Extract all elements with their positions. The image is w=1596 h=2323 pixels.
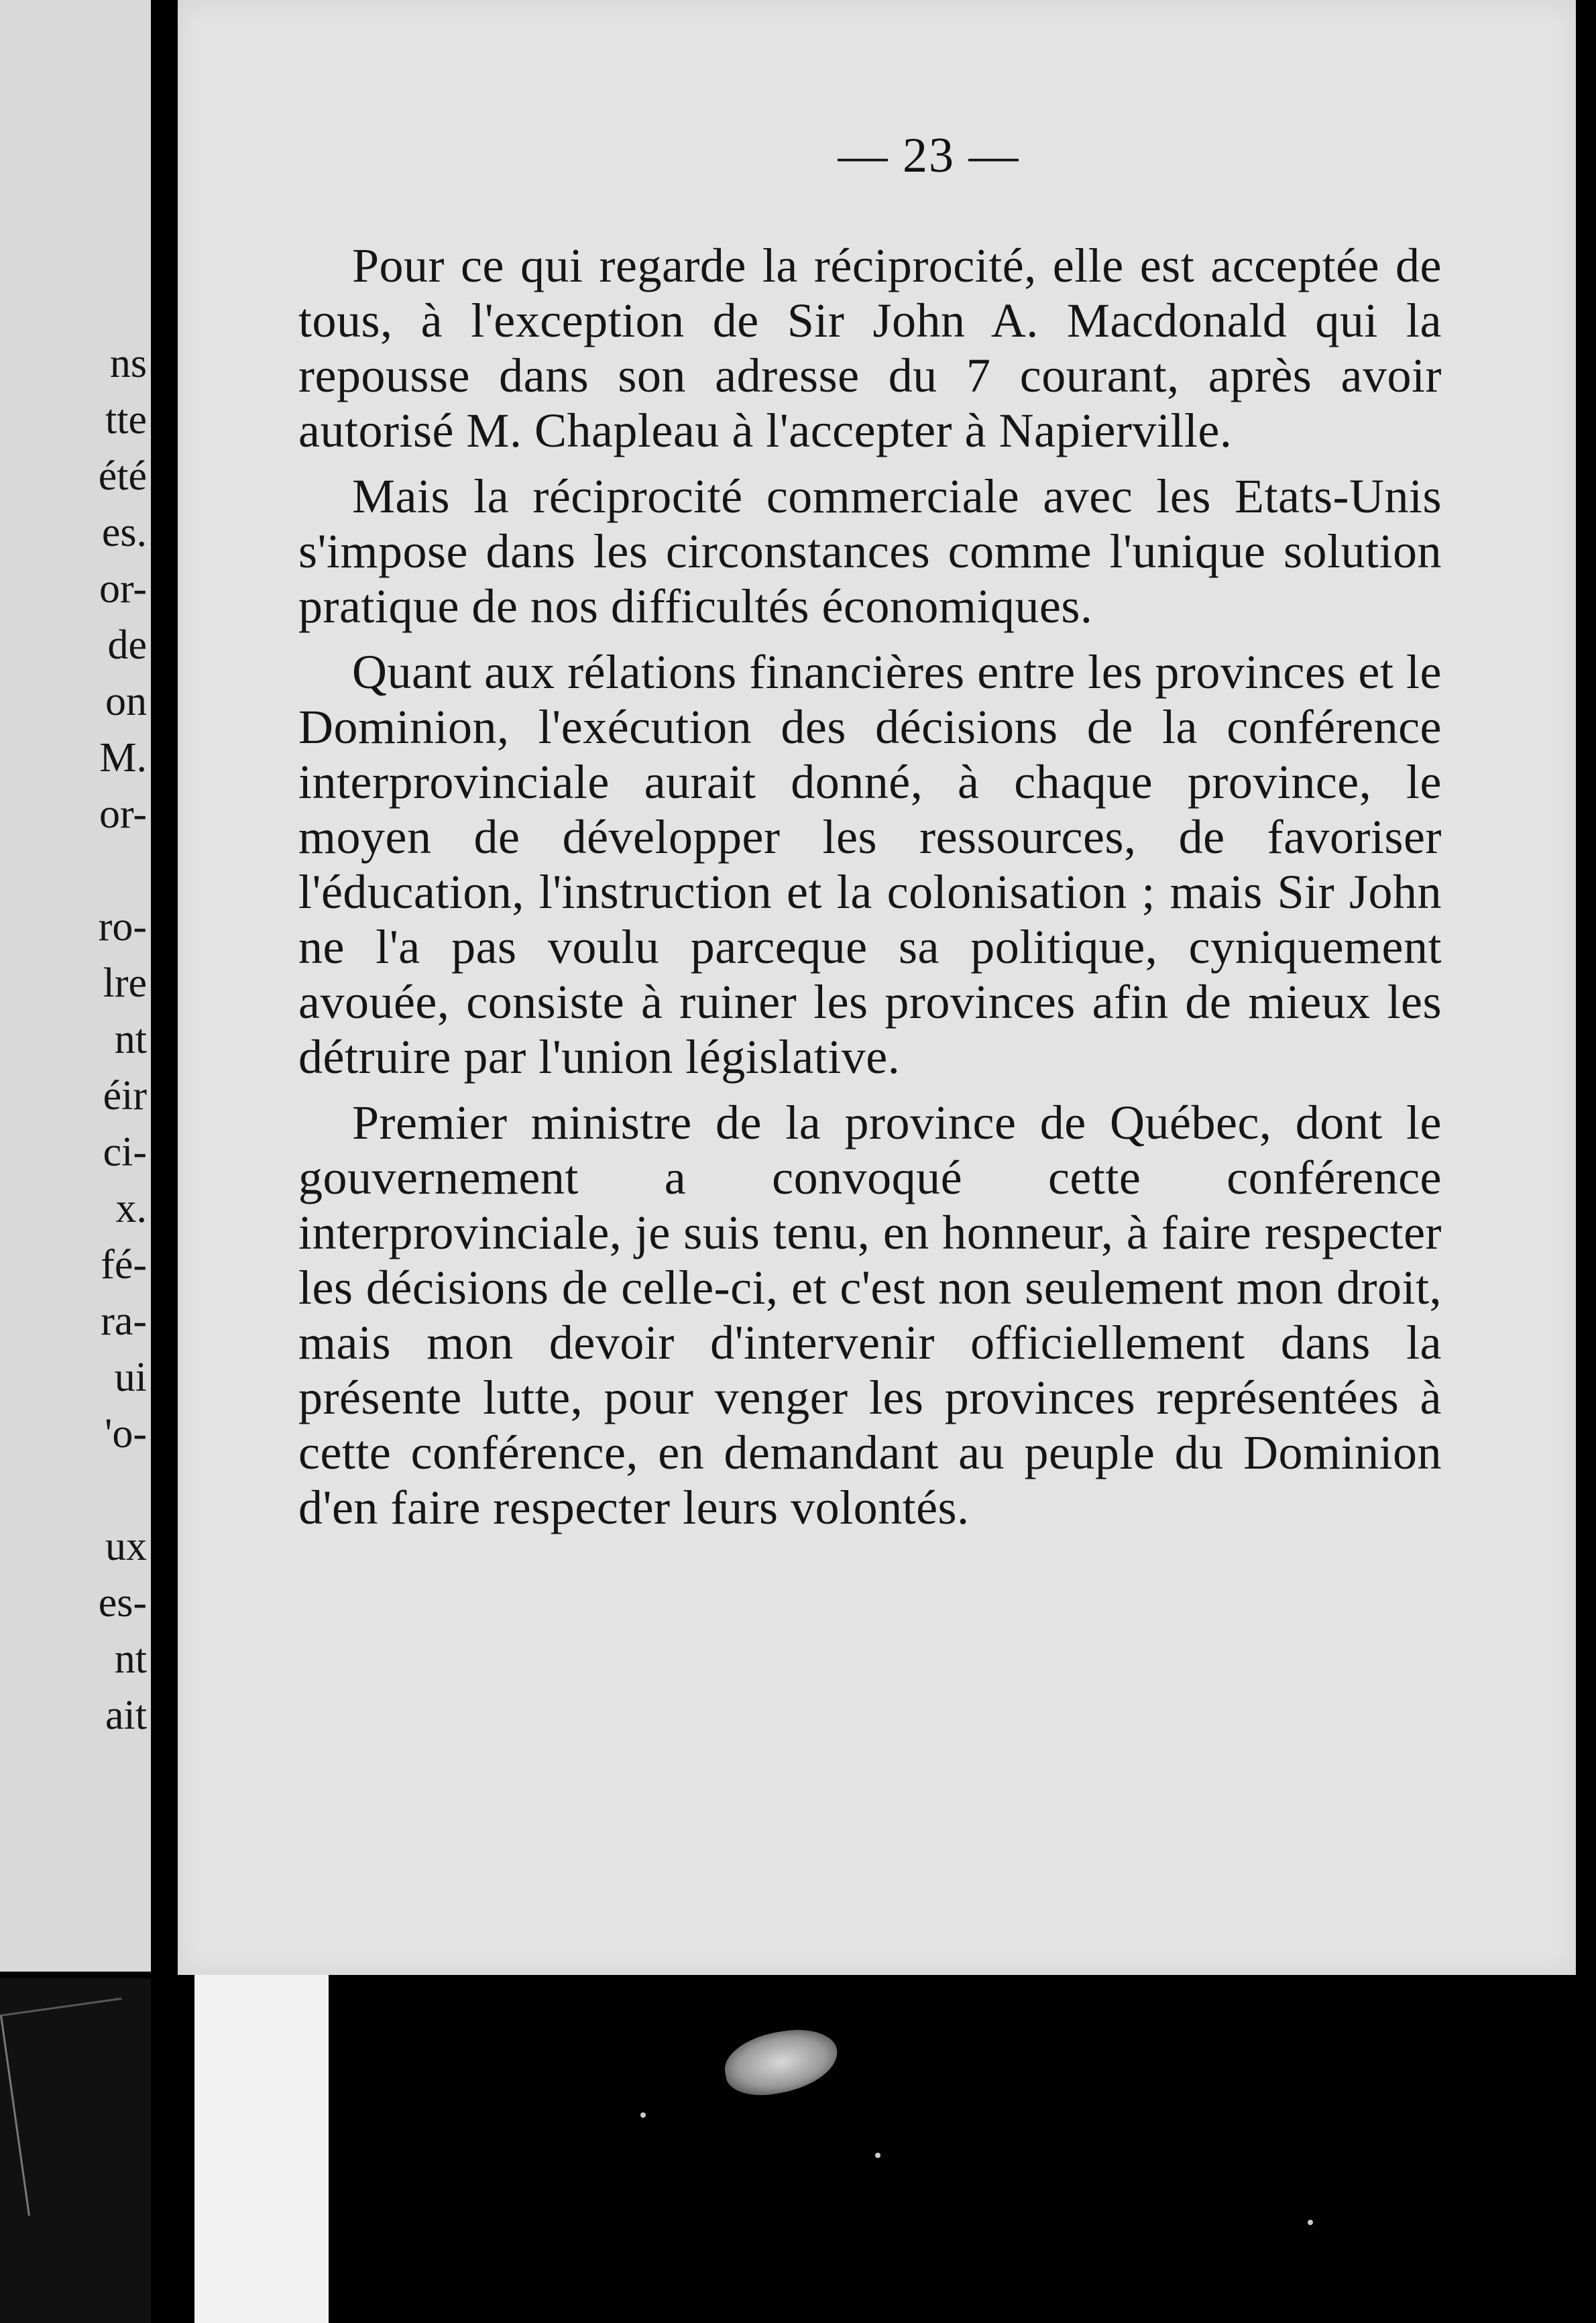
- left-page-line-fragment: ra-: [101, 1298, 147, 1344]
- left-page-line-fragment: on: [105, 679, 147, 724]
- left-page-line-fragment: de: [107, 622, 147, 668]
- dust-speck: [1308, 2220, 1313, 2225]
- left-page-line-fragment: x.: [115, 1186, 147, 1231]
- dust-speck: [875, 2153, 880, 2158]
- left-page-line-fragment: es-: [98, 1580, 147, 1626]
- stray-fibers: [0, 1998, 150, 2216]
- paragraph: Quant aux rélations financières entre les provinces et le Dominion, l'exécution des décisions de la conférence interprovinciale aurait donné, à chaque province, le moyen de développer les ressources, de favoriser l'éducation, l'instruction et la colonisation ; mais Sir John ne l'a pas voulu parceque sa politique, cyniquement avouée, consiste à ruiner les provinces afin de mieux les détruire par l'union législative.: [298, 645, 1442, 1084]
- left-page-line-fragment: or-: [99, 566, 147, 612]
- left-page-line-fragment: es.: [101, 510, 147, 555]
- dark-border-strip: [0, 1978, 151, 2323]
- left-facing-page: [0, 0, 151, 1972]
- paragraph: Mais la réciprocité commerciale avec les Etats-Unis s'impose dans les circonstances comme l'unique solution pratique de nos difficultés économiques.: [298, 469, 1442, 633]
- left-page-line-fragment: 'o-: [105, 1411, 147, 1457]
- document-page: [178, 0, 1576, 1975]
- left-page-line-fragment: ci-: [103, 1129, 147, 1175]
- left-page-line-fragment: nt: [114, 1017, 147, 1062]
- paper-tab: [194, 1972, 329, 2323]
- paper-debris: [720, 2023, 842, 2102]
- left-page-line-fragment: ro-: [98, 904, 147, 950]
- page-number: — 23 —: [838, 128, 1020, 183]
- left-page-line-fragment: ns: [109, 341, 147, 386]
- left-page-line-fragment: ait: [105, 1693, 147, 1738]
- left-page-line-fragment: nt: [114, 1636, 147, 1682]
- left-page-line-fragment: éir: [103, 1073, 147, 1119]
- left-page-line-fragment: or-: [99, 791, 147, 837]
- left-page-line-fragment: lre: [103, 960, 147, 1006]
- left-page-line-fragment: été: [98, 453, 147, 499]
- left-page-line-fragment: M.: [99, 735, 147, 781]
- body-text: [298, 238, 1442, 1546]
- left-page-line-fragment: ux: [105, 1524, 147, 1569]
- paragraph: Pour ce qui regarde la réciprocité, elle est acceptée de tous, à l'exception de Sir John A. Macdonald qui la repousse dans son adresse du 7 courant, après avoir autorisé M. Chapleau à l'accepter à Napierville.: [298, 239, 1442, 457]
- left-page-line-fragment: ui: [114, 1355, 147, 1400]
- left-page-line-fragment: fé-: [101, 1242, 147, 1288]
- left-page-line-fragment: tte: [105, 397, 147, 443]
- paragraph: Premier ministre de la province de Québec, dont le gouvernement a convoqué cette conférence interprovinciale, je suis tenu, en honneur, à faire respecter les décisions de celle-ci, et c'est non seulement mon droit, mais mon devoir d'intervenir officiellement dans la présente lutte, pour venger les provinces représentées à cette conférence, en demandant au peuple du Dominion d'en faire respecter leurs volontés.: [298, 1096, 1442, 1534]
- dust-speck: [640, 2112, 646, 2118]
